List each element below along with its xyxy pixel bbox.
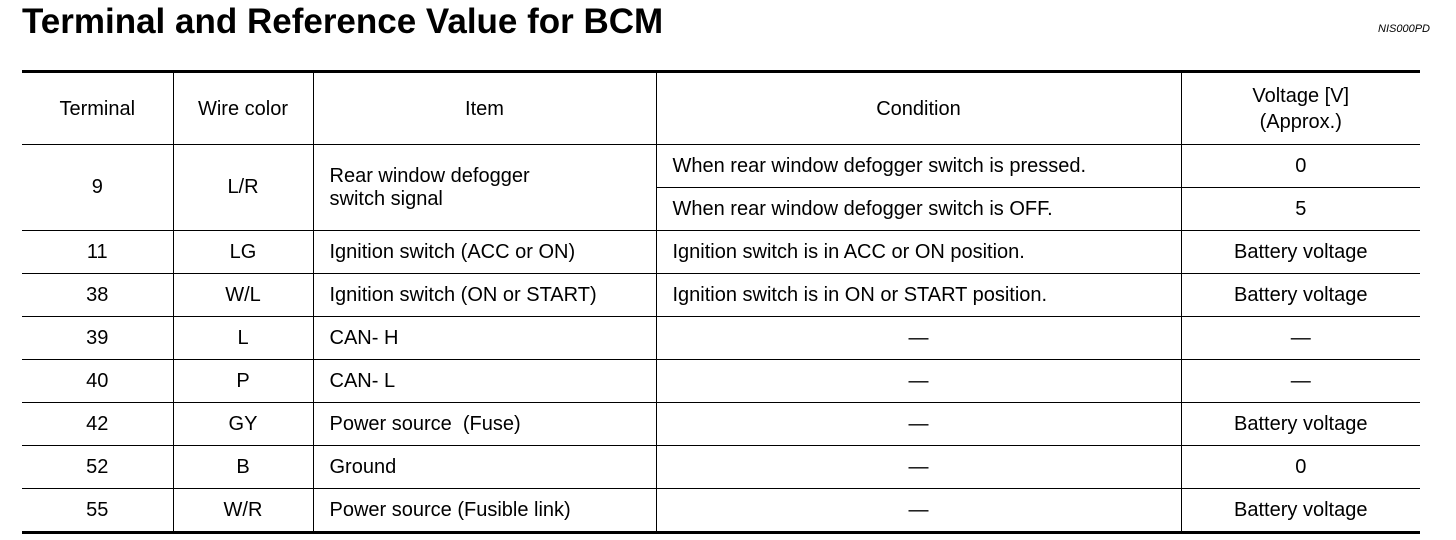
condition-cell: When rear window defogger switch is pressed. — [656, 145, 1181, 188]
wire-color-cell: LG — [173, 231, 313, 274]
condition-cell: When rear window defogger switch is OFF. — [656, 188, 1181, 231]
voltage-cell: Battery voltage — [1181, 231, 1420, 274]
voltage-cell: 0 — [1181, 446, 1420, 489]
table-row — [22, 446, 1420, 489]
voltage-cell: — — [1181, 360, 1420, 403]
table-row — [22, 403, 1420, 446]
header-item: Item — [313, 72, 656, 145]
wire-color-cell: B — [173, 446, 313, 489]
item-line1: Rear window defogger — [329, 164, 530, 187]
condition-cell: Ignition switch is in ACC or ON position. — [656, 231, 1181, 274]
header-voltage — [1181, 72, 1420, 145]
item-cell: CAN- H — [313, 317, 656, 360]
terminal-cell: 55 — [22, 489, 173, 533]
header-voltage-line1: Voltage [V] — [1252, 84, 1350, 107]
condition-cell: — — [656, 489, 1181, 533]
item-cell: Ignition switch (ACC or ON) — [313, 231, 656, 274]
terminal-cell: 52 — [22, 446, 173, 489]
table-row — [22, 145, 1420, 188]
header-terminal: Terminal — [22, 72, 173, 145]
header-voltage-line2: (Approx.) — [1259, 110, 1342, 133]
voltage-cell: Battery voltage — [1181, 489, 1420, 533]
wire-color-cell: W/L — [173, 274, 313, 317]
voltage-cell: Battery voltage — [1181, 274, 1420, 317]
table-row — [22, 231, 1420, 274]
item-cell: Power source (Fuse) — [313, 403, 656, 446]
wire-color-cell: L — [173, 317, 313, 360]
terminal-cell: 38 — [22, 274, 173, 317]
item-cell — [313, 145, 656, 231]
condition-cell: Ignition switch is in ON or START position. — [656, 274, 1181, 317]
voltage-cell: 0 — [1181, 145, 1420, 188]
table-row — [22, 360, 1420, 403]
item-cell: CAN- L — [313, 360, 656, 403]
wire-color-cell: P — [173, 360, 313, 403]
header-condition: Condition — [656, 72, 1181, 145]
condition-cell: — — [656, 317, 1181, 360]
table-row — [22, 274, 1420, 317]
voltage-cell: Battery voltage — [1181, 403, 1420, 446]
condition-cell: — — [656, 403, 1181, 446]
table-row — [22, 489, 1420, 533]
voltage-cell: 5 — [1181, 188, 1420, 231]
header-wire-color: Wire color — [173, 72, 313, 145]
terminal-cell: 11 — [22, 231, 173, 274]
item-cell: Power source (Fusible link) — [313, 489, 656, 533]
wire-color-cell: W/R — [173, 489, 313, 533]
page-title: Terminal and Reference Value for BCM — [22, 2, 664, 41]
item-cell: Ground — [313, 446, 656, 489]
voltage-cell: — — [1181, 317, 1420, 360]
terminal-reference-table — [22, 70, 1420, 534]
terminal-cell: 40 — [22, 360, 173, 403]
terminal-cell: 9 — [22, 145, 173, 231]
table-header-row — [22, 72, 1420, 145]
item-cell: Ignition switch (ON or START) — [313, 274, 656, 317]
table-row — [22, 317, 1420, 360]
terminal-cell: 42 — [22, 403, 173, 446]
condition-cell: — — [656, 360, 1181, 403]
document-code: NIS000PD — [1378, 23, 1430, 35]
item-line2: switch signal — [329, 187, 443, 210]
terminal-cell: 39 — [22, 317, 173, 360]
wire-color-cell: GY — [173, 403, 313, 446]
condition-cell: — — [656, 446, 1181, 489]
wire-color-cell: L/R — [173, 145, 313, 231]
